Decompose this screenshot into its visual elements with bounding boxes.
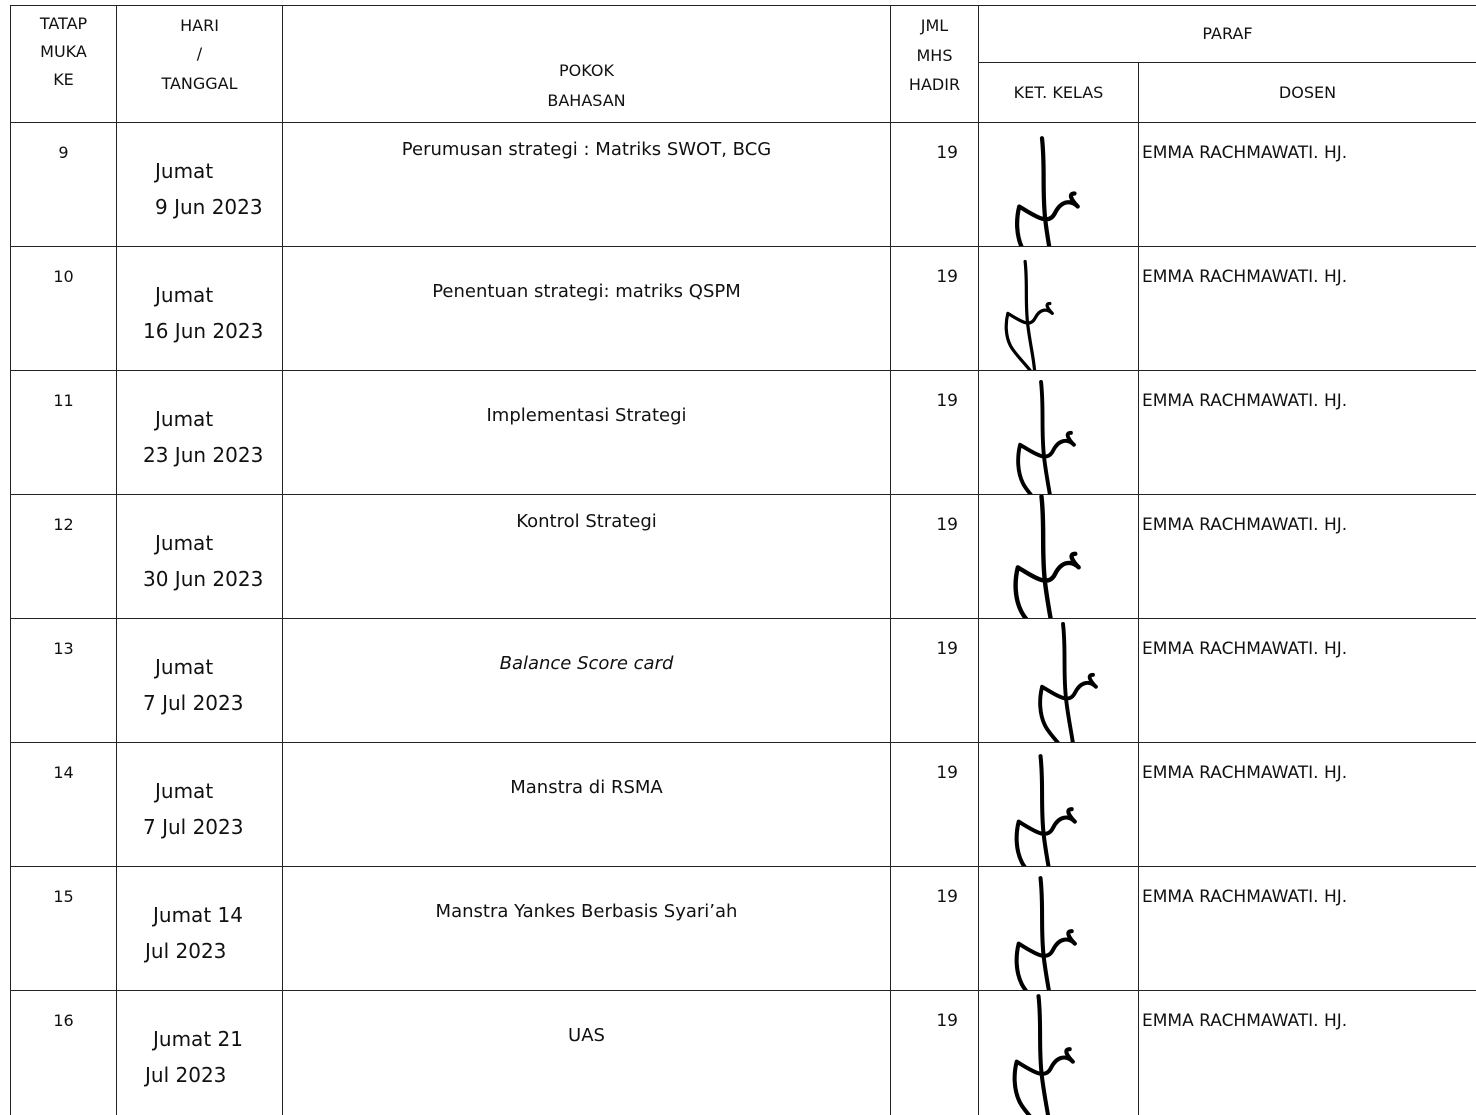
row-date-date: 16 Jun 2023 xyxy=(143,313,282,349)
header-hari-line2: / xyxy=(117,40,282,68)
row-number: 9 xyxy=(11,123,117,247)
row-attendance-count: 19 xyxy=(891,123,979,247)
row-lecturer: EMMA RACHMAWATI. HJ. xyxy=(1139,371,1476,495)
row-date xyxy=(117,495,283,619)
header-hari xyxy=(117,6,283,123)
header-jml xyxy=(891,6,979,123)
row-topic: Balance Score card xyxy=(283,619,891,743)
row-attendance-count: 19 xyxy=(891,991,979,1115)
row-date-date: 30 Jun 2023 xyxy=(143,561,282,597)
signature-cell xyxy=(979,867,1139,991)
header-tatap-line3: KE xyxy=(11,66,116,94)
header-jml-line2: MHS xyxy=(891,42,978,70)
attendance-table xyxy=(10,5,1476,1115)
signature-mark xyxy=(1005,135,1105,247)
row-date xyxy=(117,371,283,495)
signature-cell xyxy=(979,247,1139,371)
row-date-day: Jumat xyxy=(143,401,282,437)
row-date xyxy=(117,743,283,867)
signature-cell xyxy=(979,495,1139,619)
row-date-date: 9 Jun 2023 xyxy=(155,189,282,225)
row-attendance-count: 19 xyxy=(891,743,979,867)
header-dosen: DOSEN xyxy=(1139,63,1476,123)
row-date-day: Jumat 21 xyxy=(145,1021,282,1057)
row-date-date: Jul 2023 xyxy=(145,1057,282,1093)
row-attendance-count: 19 xyxy=(891,867,979,991)
row-number: 14 xyxy=(11,743,117,867)
signature-cell xyxy=(979,743,1139,867)
row-lecturer: EMMA RACHMAWATI. HJ. xyxy=(1139,867,1476,991)
row-number: 13 xyxy=(11,619,117,743)
row-date-day: Jumat xyxy=(155,153,282,189)
signature-cell xyxy=(979,123,1139,247)
table-row xyxy=(11,123,1476,247)
header-tatap-line2: MUKA xyxy=(11,38,116,66)
row-date xyxy=(117,123,283,247)
row-topic: Perumusan strategi : Matriks SWOT, BCG xyxy=(283,123,891,247)
table-row xyxy=(11,495,1476,619)
signature-mark xyxy=(1005,753,1101,867)
signature-mark xyxy=(1003,495,1107,619)
row-lecturer: EMMA RACHMAWATI. HJ. xyxy=(1139,991,1476,1115)
header-paraf: PARAF xyxy=(979,6,1476,63)
signature-mark xyxy=(1007,379,1099,495)
row-attendance-count: 19 xyxy=(891,371,979,495)
row-date-day: Jumat 14 xyxy=(145,897,282,933)
signature-mark xyxy=(1003,993,1099,1115)
row-date xyxy=(117,619,283,743)
row-attendance-count: 19 xyxy=(891,247,979,371)
row-topic: Manstra di RSMA xyxy=(283,743,891,867)
header-pokok-line1: POKOK xyxy=(283,56,890,86)
row-number: 10 xyxy=(11,247,117,371)
row-date xyxy=(117,867,283,991)
signature-cell xyxy=(979,619,1139,743)
row-attendance-count: 19 xyxy=(891,495,979,619)
row-lecturer: EMMA RACHMAWATI. HJ. xyxy=(1139,743,1476,867)
table-row xyxy=(11,743,1476,867)
row-date xyxy=(117,991,283,1115)
header-tatap-line1: TATAP xyxy=(11,10,116,38)
header-pokok-line2: BAHASAN xyxy=(283,86,890,116)
header-ket-kelas: KET. KELAS xyxy=(979,63,1139,123)
row-date-date: 7 Jul 2023 xyxy=(143,809,282,845)
row-date-day: Jumat xyxy=(143,277,282,313)
row-topic: Manstra Yankes Berbasis Syari’ah xyxy=(283,867,891,991)
header-pokok xyxy=(283,6,891,123)
row-number: 11 xyxy=(11,371,117,495)
row-topic: UAS xyxy=(283,991,891,1115)
row-lecturer: EMMA RACHMAWATI. HJ. xyxy=(1139,123,1476,247)
header-jml-line1: JML xyxy=(891,10,978,42)
signature-cell xyxy=(979,371,1139,495)
row-date-date: Jul 2023 xyxy=(145,933,282,969)
table-row xyxy=(11,991,1476,1115)
row-topic: Kontrol Strategi xyxy=(283,495,891,619)
signature-mark xyxy=(997,259,1073,371)
row-lecturer: EMMA RACHMAWATI. HJ. xyxy=(1139,247,1476,371)
row-date-day: Jumat xyxy=(143,773,282,809)
table-row xyxy=(11,371,1476,495)
row-date-date: 7 Jul 2023 xyxy=(143,685,282,721)
row-number: 12 xyxy=(11,495,117,619)
header-hari-line1: HARI xyxy=(117,12,282,40)
header-tatap xyxy=(11,6,117,123)
row-date-day: Jumat xyxy=(143,649,282,685)
row-number: 16 xyxy=(11,991,117,1115)
signature-cell xyxy=(979,991,1139,1115)
row-lecturer: EMMA RACHMAWATI. HJ. xyxy=(1139,495,1476,619)
table-row xyxy=(11,867,1476,991)
header-hari-line3: TANGGAL xyxy=(117,68,282,100)
row-attendance-count: 19 xyxy=(891,619,979,743)
row-topic: Implementasi Strategi xyxy=(283,371,891,495)
table-row xyxy=(11,619,1476,743)
table-row xyxy=(11,247,1476,371)
row-lecturer: EMMA RACHMAWATI. HJ. xyxy=(1139,619,1476,743)
row-date xyxy=(117,247,283,371)
row-number: 15 xyxy=(11,867,117,991)
signature-mark xyxy=(1005,875,1101,991)
row-date-date: 23 Jun 2023 xyxy=(143,437,282,473)
header-jml-line3: HADIR xyxy=(891,70,978,100)
row-topic: Penentuan strategi: matriks QSPM xyxy=(283,247,891,371)
signature-mark xyxy=(1029,621,1121,743)
row-date-day: Jumat xyxy=(143,525,282,561)
